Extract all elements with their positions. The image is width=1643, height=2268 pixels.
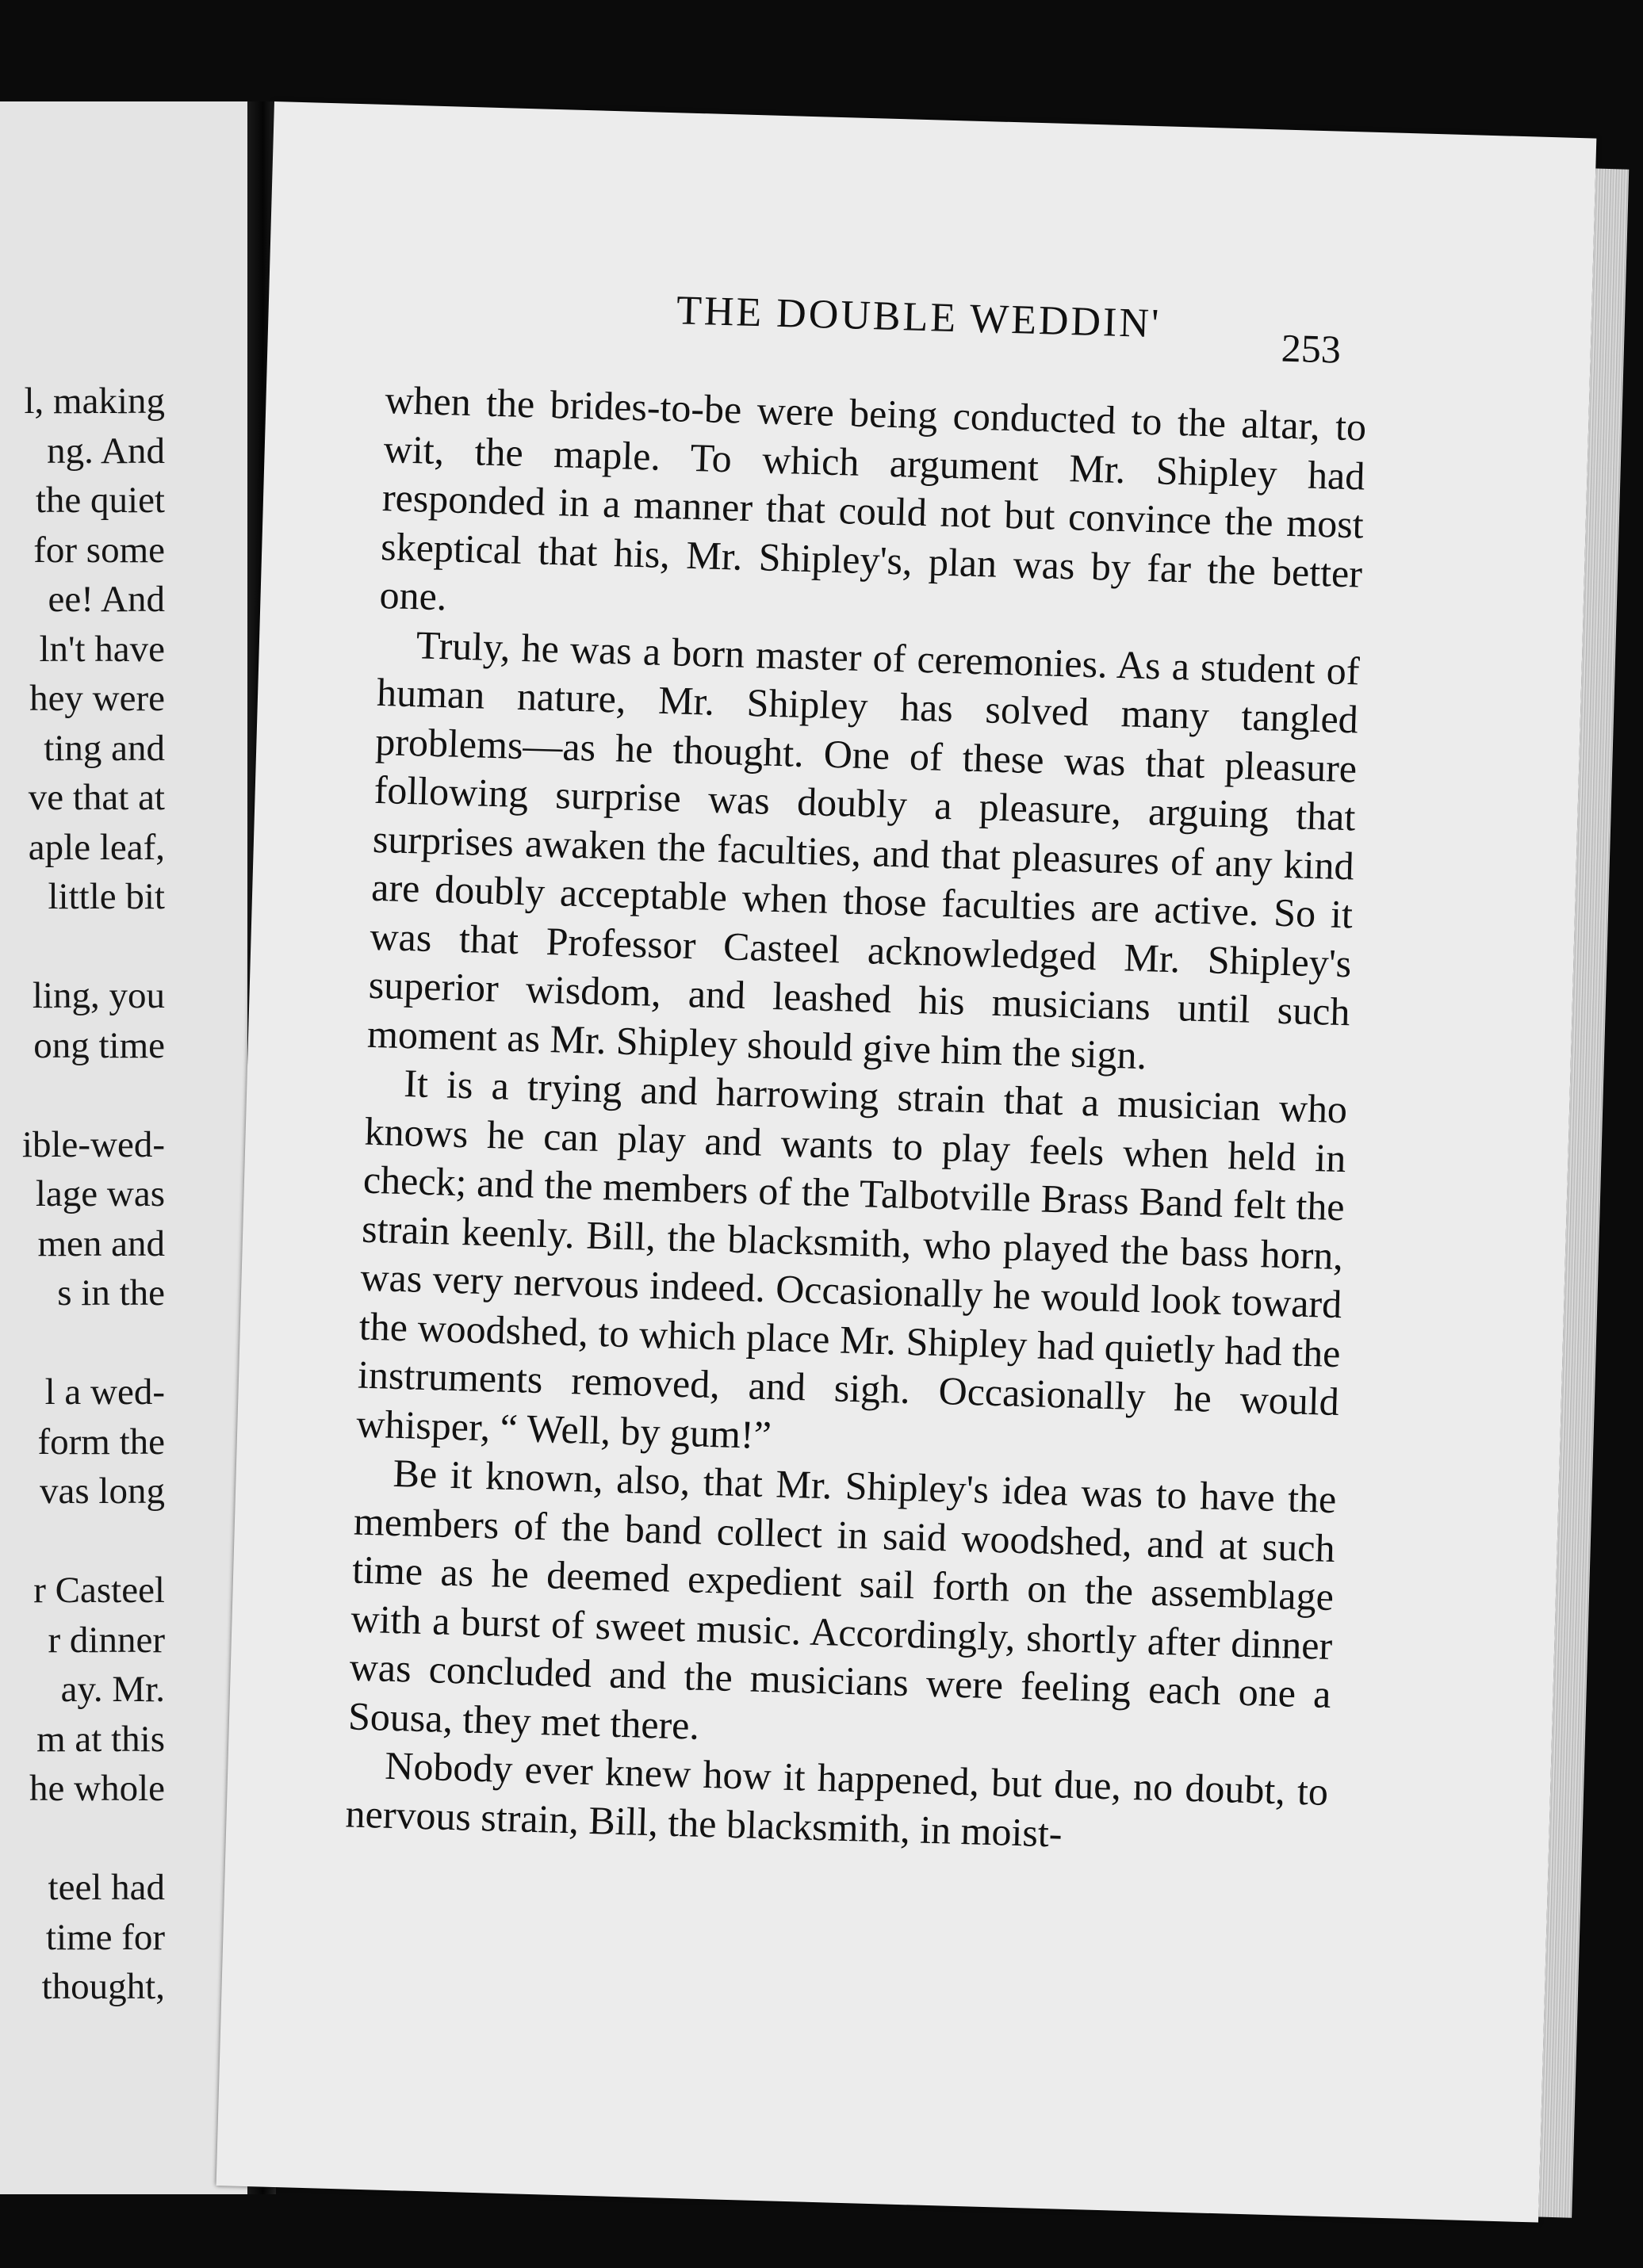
left-page-line: little bit	[48, 876, 165, 917]
paragraph: Truly, he was a born master of ceremonies. As a student of human nature, Mr. Shipley has solved many tangled problems—as he thought. One of these was that pleasure following surprise was doubly a pleasure, arguing that surprises awaken the faculties, and that pleasures of any kind are doubly acceptable when those faculties are active. So it was that Professor Casteel acknowledged Mr. Shipley's superior wisdom, and leashed his musicians until such moment as Mr. Shipley should give him the sign.	[366, 622, 1361, 1077]
left-page-line: ong time	[33, 1024, 165, 1066]
left-page-line: r Casteel	[33, 1570, 165, 1611]
left-page-line: vas long	[40, 1471, 165, 1512]
left-page-text-column	[0, 101, 247, 2194]
page-edges	[1538, 169, 1629, 2218]
left-page-line: ln't have	[39, 628, 165, 670]
left-page-line: lage was	[35, 1173, 165, 1214]
left-facing-page	[0, 101, 247, 2194]
paragraph: Be it known, also, that Mr. Shipley's idea was to have the members of the band collect in said woodshed, and at such time as he deemed expedient sail forth on the assemblage with a burst of sweet music. Accordingly, shortly after dinner was concluded and the musicians were feeling each one a Sousa, they met there.	[347, 1450, 1338, 1748]
left-page-line: he whole	[29, 1768, 165, 1809]
left-page-line: form the	[37, 1421, 165, 1463]
left-page-line: l a wed-	[44, 1371, 165, 1413]
right-page	[216, 101, 1597, 2223]
left-page-line: teel had	[48, 1867, 165, 1908]
left-page-line: hey were	[29, 678, 165, 719]
left-page-line: ng. And	[47, 430, 165, 472]
left-page-line: ting and	[44, 727, 165, 769]
paragraph: Nobody ever knew how it happened, but due, no doubt, to nervous strain, Bill, the blacksmith, in moist-	[344, 1742, 1329, 1856]
left-page-line: the quiet	[35, 480, 165, 521]
left-page-line: time for	[45, 1916, 165, 1958]
left-page-line: l, making	[24, 381, 165, 422]
left-page-line: ve that at	[28, 777, 165, 818]
page-number: 253	[1281, 325, 1342, 372]
left-page-line: ee! And	[48, 579, 165, 620]
left-page-line: thought,	[41, 1966, 165, 2007]
running-head: THE DOUBLE WEDDIN'	[676, 288, 1162, 347]
left-page-line: ling, you	[32, 975, 165, 1016]
left-page-line: m at this	[36, 1718, 165, 1760]
paragraph: when the brides-to-be were being conducted to the altar, to wit, the maple. To which argument Mr. Shipley had responded in a manner that could not but convince the most skeptical that his, Mr. Shipley's, plan was by far the better one.	[378, 377, 1367, 619]
left-page-line: aple leaf,	[28, 826, 165, 868]
left-page-line: r dinner	[48, 1619, 165, 1661]
left-page-line: s in the	[57, 1272, 165, 1314]
left-page-line: men and	[37, 1222, 165, 1264]
body-text	[345, 376, 1367, 1865]
left-page-line: ible-wed-	[21, 1123, 165, 1165]
left-page-line: ay. Mr.	[60, 1669, 165, 1710]
paragraph: It is a trying and harrowing strain that a musician who knows he can play and wants to play feels when held in check; and the members of the Talbotville Brass Band felt the strain keenly. Bill, the blacksmith, who played the bass horn, was very nervous indeed. Occasionally he would look toward the woodshed, to which place Mr. Shipley had quietly had the instruments removed, and sigh. Occasionally he would whisper, “ Well, by gum!”	[355, 1061, 1348, 1457]
left-page-line: for some	[33, 529, 165, 571]
